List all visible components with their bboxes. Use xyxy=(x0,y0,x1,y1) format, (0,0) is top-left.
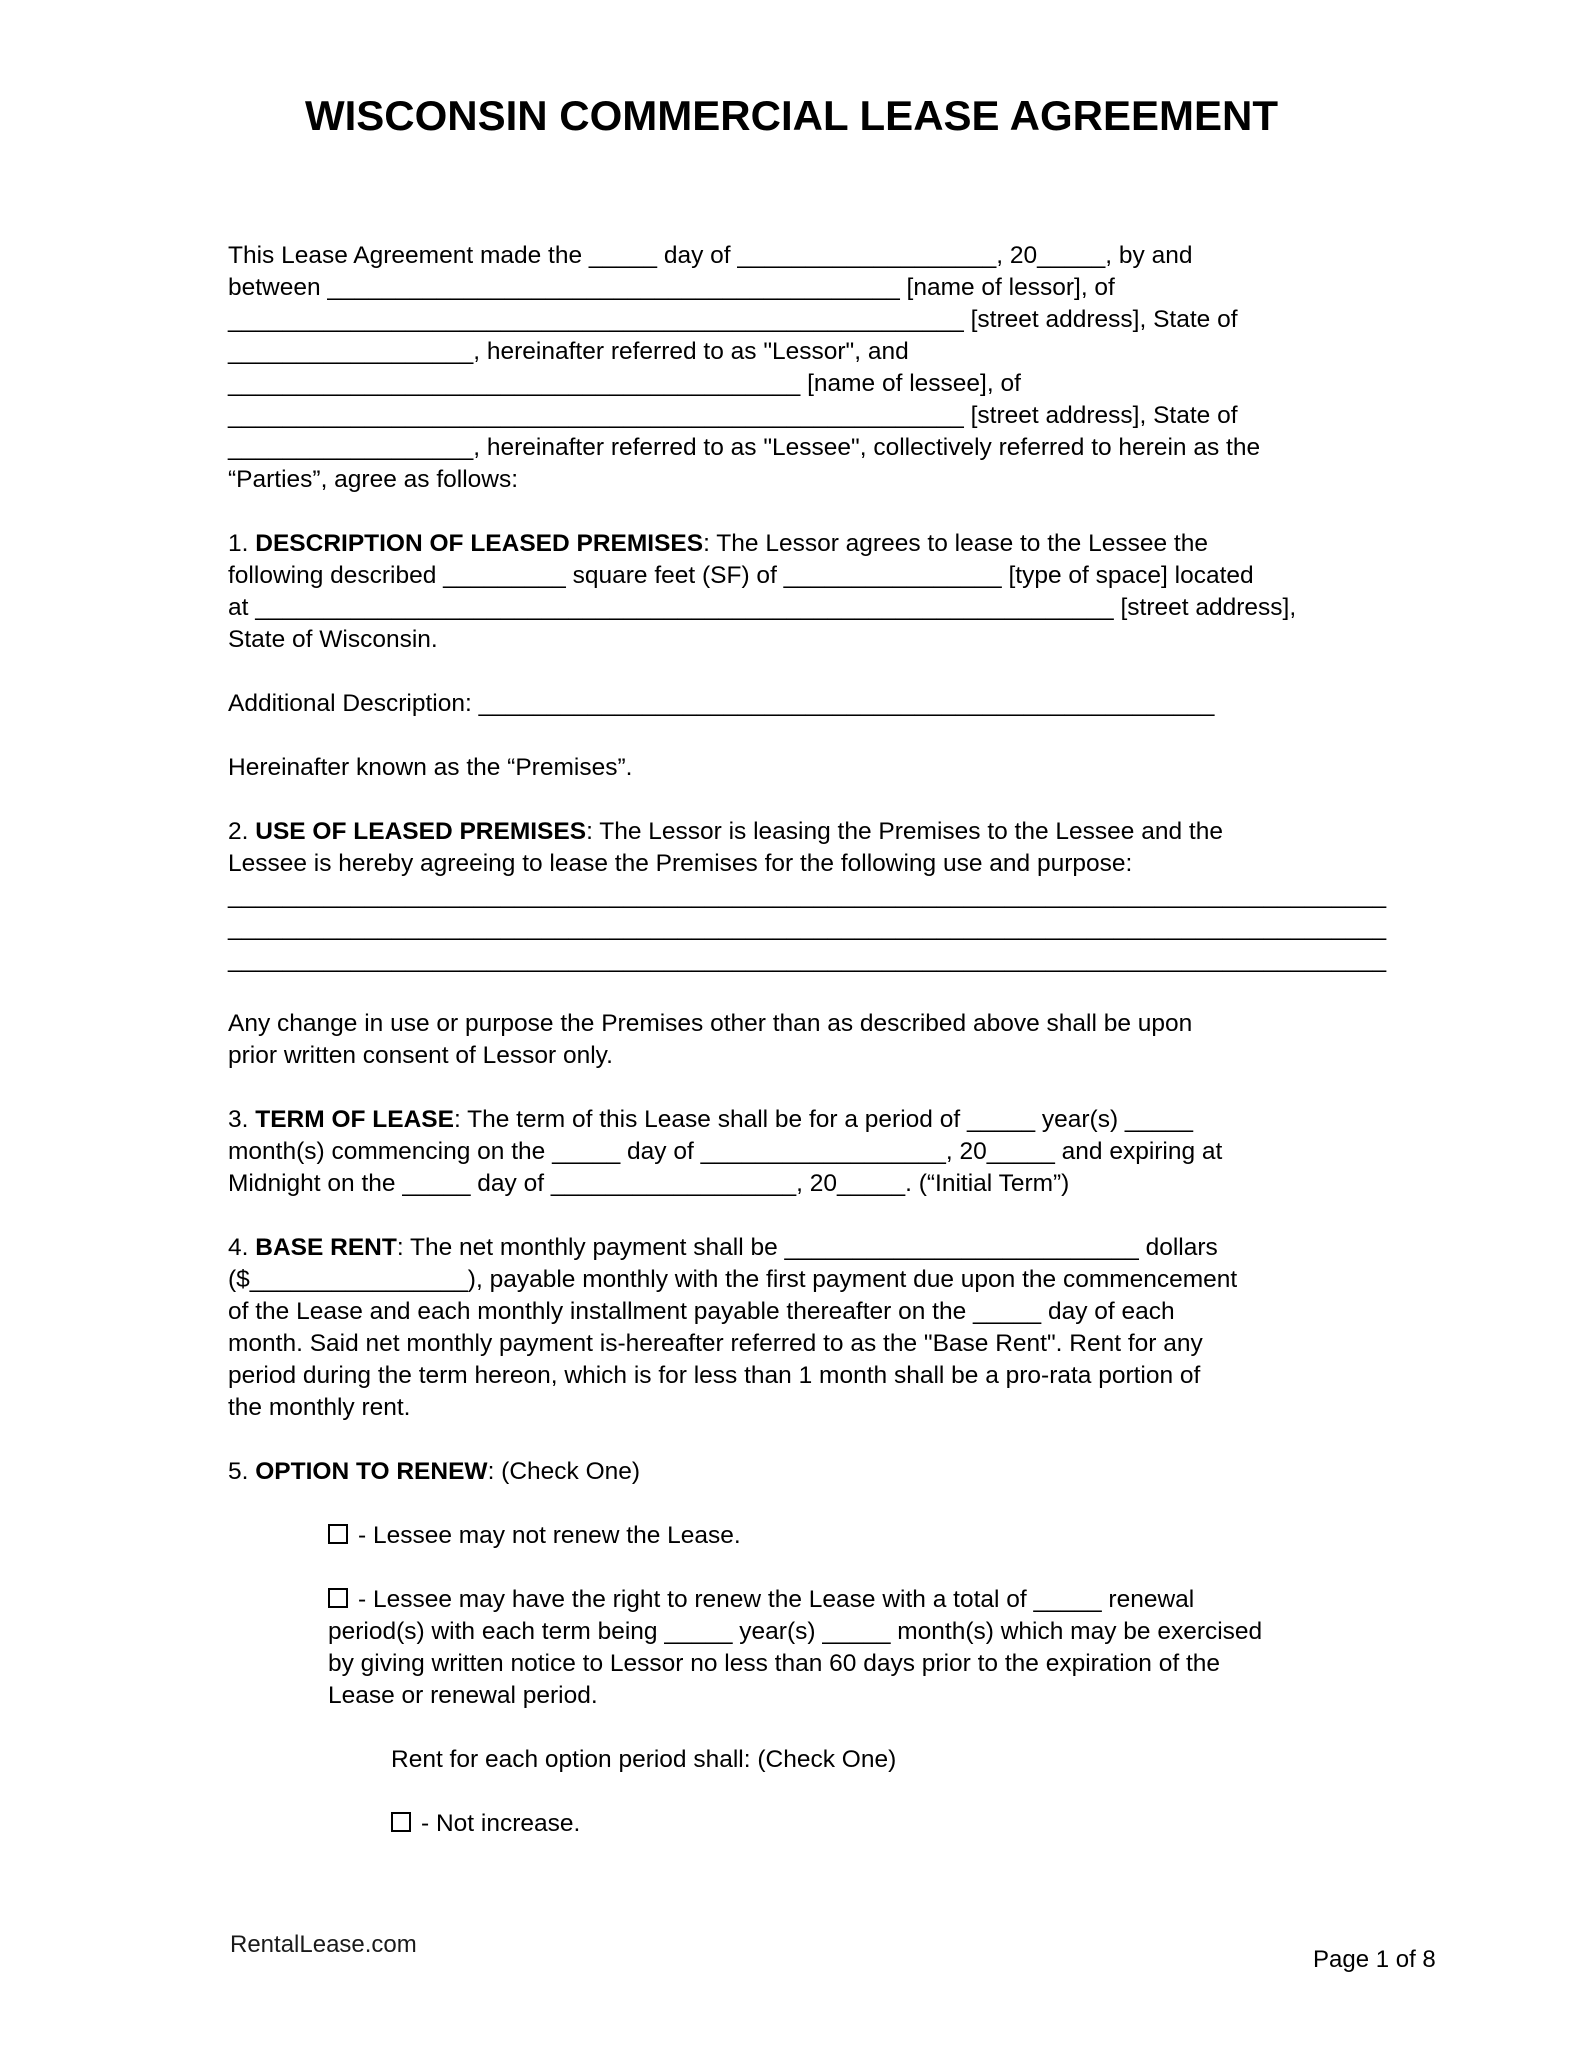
text-segment: : The term of this Lease shall be for a period of _____ year(s) _____ xyxy=(453,1106,1194,1133)
text-line xyxy=(228,816,1358,848)
text-segment: month(s) commencing on the _____ day of __________________, 20_____ and expiring at xyxy=(228,1138,1223,1165)
footer-site-label: RentalLease.com xyxy=(230,1931,417,1958)
text-line xyxy=(228,912,1387,944)
text-line xyxy=(228,1264,1358,1296)
text-segment: period during the term hereon, which is for less than 1 month shall be a pro-rata portion of xyxy=(228,1362,1201,1389)
section-heading-text: USE OF LEASED PREMISES xyxy=(255,818,587,845)
text-line xyxy=(228,400,1358,432)
text-line xyxy=(228,592,1358,624)
text-segment: Midnight on the _____ day of __________________, 20_____. (“Initial Term”) xyxy=(228,1170,1070,1197)
text-segment: 4. xyxy=(228,1234,256,1261)
text-segment: __________________, hereinafter referred to as "Lessee", collectively referred to herein as the xyxy=(228,434,1261,461)
checkbox-icon xyxy=(328,1524,348,1544)
text-line xyxy=(391,1808,1358,1840)
paragraph xyxy=(228,688,1358,720)
text-segment: 2. xyxy=(228,818,256,845)
text-line xyxy=(228,336,1358,368)
text-line xyxy=(228,688,1358,720)
text-line xyxy=(228,752,1358,784)
paragraph xyxy=(228,1008,1358,1072)
checkbox-icon xyxy=(391,1812,411,1832)
text-line xyxy=(328,1584,1358,1616)
section-heading-text: BASE RENT xyxy=(255,1234,397,1261)
text-segment: : The Lessor is leasing the Premises to the Lessee and the xyxy=(586,818,1223,845)
text-segment: at _______________________________________________________________ [street address], xyxy=(228,594,1297,621)
text-line xyxy=(228,1392,1358,1424)
text-segment: - Lessee may have the right to renew the Lease with a total of _____ renewal xyxy=(358,1586,1195,1613)
text-segment: _____________________________________________________________________________________ xyxy=(228,914,1387,941)
text-segment: ______________________________________________________ [street address], State of xyxy=(228,402,1238,429)
text-line xyxy=(228,1168,1358,1200)
text-segment: Additional Description: ______________________________________________________ xyxy=(228,690,1215,717)
section-heading-text: OPTION TO RENEW xyxy=(255,1458,488,1485)
text-segment: This Lease Agreement made the _____ day of ___________________, 20_____, by and xyxy=(228,242,1193,269)
text-line xyxy=(228,1104,1358,1136)
text-line xyxy=(228,560,1358,592)
paragraph xyxy=(228,240,1358,496)
text-line xyxy=(228,528,1358,560)
text-line xyxy=(328,1680,1358,1712)
document-title: WISCONSIN COMMERCIAL LEASE AGREEMENT xyxy=(304,92,1279,139)
text-line xyxy=(228,624,1358,656)
paragraph xyxy=(228,816,1387,976)
checkbox-item xyxy=(228,1584,1358,1712)
text-line xyxy=(228,880,1387,912)
paragraph xyxy=(228,752,1358,784)
text-segment: : The Lessor agrees to lease to the Lessee the xyxy=(703,530,1208,557)
text-line xyxy=(228,848,1358,880)
text-segment: Lessee is hereby agreeing to lease the Premises for the following use and purpose: xyxy=(228,850,1133,877)
text-line xyxy=(228,944,1387,976)
footer-page-number: Page 1 of 8 xyxy=(1313,1946,1436,1973)
text-segment: 1. xyxy=(228,530,256,557)
text-segment: the monthly rent. xyxy=(228,1394,411,1421)
text-segment: ______________________________________________________ [street address], State of xyxy=(228,306,1238,333)
text-line xyxy=(328,1648,1358,1680)
section-heading-text: DESCRIPTION OF LEASED PREMISES xyxy=(255,530,704,557)
text-line xyxy=(228,1360,1358,1392)
text-line xyxy=(228,1456,1358,1488)
document-body xyxy=(228,240,1387,1872)
checkbox-item xyxy=(228,1520,1358,1552)
text-segment: prior written consent of Lessor only. xyxy=(228,1042,613,1069)
text-line xyxy=(228,1232,1358,1264)
text-segment: - Not increase. xyxy=(421,1810,581,1837)
text-segment: Any change in use or purpose the Premises other than as described above shall be upon xyxy=(228,1010,1193,1037)
paragraph xyxy=(228,1744,1358,1776)
paragraph xyxy=(228,528,1358,656)
text-segment: Rent for each option period shall: (Check One) xyxy=(391,1746,897,1773)
text-line xyxy=(228,272,1358,304)
text-segment: _____________________________________________________________________________________ xyxy=(228,946,1387,973)
text-segment: “Parties”, agree as follows: xyxy=(228,466,519,493)
text-segment: Hereinafter known as the “Premises”. xyxy=(228,754,633,781)
text-line xyxy=(228,368,1358,400)
text-segment: following described _________ square feet (SF) of ________________ [type of space] located xyxy=(228,562,1254,589)
paragraph xyxy=(228,1456,1358,1488)
text-line xyxy=(228,432,1358,464)
text-segment: period(s) with each term being _____ year(s) _____ month(s) which may be exercised xyxy=(328,1618,1263,1645)
text-line xyxy=(228,1008,1358,1040)
text-segment: month. Said net monthly payment is-hereafter referred to as the "Base Rent". Rent for any xyxy=(228,1330,1203,1357)
text-segment: __________________, hereinafter referred to as "Lessor", and xyxy=(228,338,909,365)
text-segment: - Lessee may not renew the Lease. xyxy=(358,1522,741,1549)
text-line xyxy=(391,1744,1358,1776)
checkbox-item xyxy=(228,1808,1358,1840)
text-segment: State of Wisconsin. xyxy=(228,626,438,653)
checkbox-icon xyxy=(328,1588,348,1608)
text-segment: : The net monthly payment shall be __________________________ dollars xyxy=(396,1234,1218,1261)
paragraph xyxy=(228,1232,1358,1424)
text-segment: ($________________), payable monthly with the first payment due upon the commencement xyxy=(228,1266,1238,1293)
text-line xyxy=(228,464,1358,496)
text-line xyxy=(228,1296,1358,1328)
text-line xyxy=(228,1040,1358,1072)
text-line xyxy=(228,304,1358,336)
section-heading-text: TERM OF LEASE xyxy=(255,1106,454,1133)
paragraph xyxy=(228,1104,1358,1200)
text-line xyxy=(228,240,1358,272)
text-segment: 5. xyxy=(228,1458,256,1485)
text-segment: _____________________________________________________________________________________ xyxy=(228,882,1387,909)
text-line xyxy=(228,1328,1358,1360)
text-segment: Lease or renewal period. xyxy=(328,1682,598,1709)
text-line xyxy=(228,1136,1358,1168)
text-line xyxy=(328,1520,1358,1552)
text-segment: __________________________________________ [name of lessee], of xyxy=(228,370,1021,397)
text-segment: between __________________________________________ [name of lessor], of xyxy=(228,274,1115,301)
text-line xyxy=(328,1616,1358,1648)
text-segment: of the Lease and each monthly installment payable thereafter on the _____ day of each xyxy=(228,1298,1175,1325)
text-segment: : (Check One) xyxy=(487,1458,641,1485)
text-segment: by giving written notice to Lessor no less than 60 days prior to the expiration of the xyxy=(328,1650,1221,1677)
text-segment: 3. xyxy=(228,1106,256,1133)
